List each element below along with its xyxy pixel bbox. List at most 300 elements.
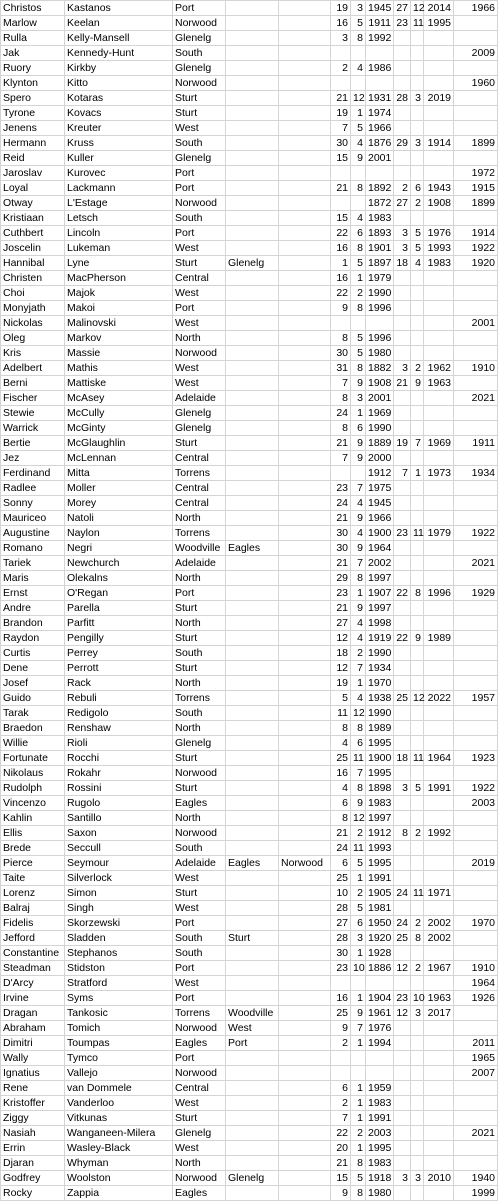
death-month-cell[interactable]	[411, 76, 424, 91]
surname-cell[interactable]: Kruss	[65, 136, 173, 151]
death-month-cell[interactable]	[411, 166, 424, 181]
death-day-cell[interactable]	[394, 541, 411, 556]
first-name-cell[interactable]: Ziggy	[1, 1111, 65, 1126]
death-month-cell[interactable]	[411, 676, 424, 691]
club-2-cell[interactable]	[226, 166, 279, 181]
birth-day-cell[interactable]: 5	[331, 691, 351, 706]
club-2-cell[interactable]	[226, 1096, 279, 1111]
club-cell[interactable]: South	[173, 841, 226, 856]
club-2-cell[interactable]	[226, 766, 279, 781]
surname-cell[interactable]: Kuller	[65, 151, 173, 166]
birth-day-cell[interactable]: 16	[331, 991, 351, 1006]
death-day-cell[interactable]	[394, 901, 411, 916]
death-year-cell[interactable]: 1908	[424, 196, 454, 211]
year-cell[interactable]	[454, 946, 498, 961]
year-cell[interactable]	[454, 286, 498, 301]
death-day-cell[interactable]	[394, 1126, 411, 1141]
birth-month-cell[interactable]: 7	[351, 766, 366, 781]
birth-year-cell[interactable]	[366, 1066, 394, 1081]
birth-month-cell[interactable]: 12	[351, 811, 366, 826]
club-3-cell[interactable]	[279, 1, 331, 16]
death-day-cell[interactable]: 24	[394, 916, 411, 931]
club-cell[interactable]: Glenelg	[173, 61, 226, 76]
birth-year-cell[interactable]: 1997	[366, 811, 394, 826]
birth-month-cell[interactable]: 3	[351, 931, 366, 946]
club-3-cell[interactable]	[279, 496, 331, 511]
club-cell[interactable]: Woodville	[173, 541, 226, 556]
club-2-cell[interactable]	[226, 196, 279, 211]
surname-cell[interactable]: Newchurch	[65, 556, 173, 571]
death-year-cell[interactable]	[424, 1096, 454, 1111]
first-name-cell[interactable]: Errin	[1, 1141, 65, 1156]
club-3-cell[interactable]	[279, 721, 331, 736]
death-month-cell[interactable]	[411, 841, 424, 856]
club-3-cell[interactable]	[279, 151, 331, 166]
death-day-cell[interactable]	[394, 76, 411, 91]
surname-cell[interactable]: Seymour	[65, 856, 173, 871]
death-day-cell[interactable]	[394, 301, 411, 316]
year-cell[interactable]	[454, 376, 498, 391]
birth-month-cell[interactable]	[351, 976, 366, 991]
birth-day-cell[interactable]: 9	[331, 1021, 351, 1036]
club-2-cell[interactable]	[226, 76, 279, 91]
club-2-cell[interactable]	[226, 481, 279, 496]
birth-month-cell[interactable]: 1	[351, 1111, 366, 1126]
first-name-cell[interactable]: Adelbert	[1, 361, 65, 376]
death-year-cell[interactable]	[424, 391, 454, 406]
death-year-cell[interactable]: 1991	[424, 781, 454, 796]
club-cell[interactable]: Port	[173, 991, 226, 1006]
first-name-cell[interactable]: Jefford	[1, 931, 65, 946]
surname-cell[interactable]: Skorzewski	[65, 916, 173, 931]
club-2-cell[interactable]	[226, 316, 279, 331]
club-3-cell[interactable]	[279, 1171, 331, 1186]
death-year-cell[interactable]	[424, 451, 454, 466]
club-2-cell[interactable]	[226, 871, 279, 886]
club-2-cell[interactable]	[226, 1051, 279, 1066]
surname-cell[interactable]: Keelan	[65, 16, 173, 31]
first-name-cell[interactable]: Dragan	[1, 1006, 65, 1021]
death-day-cell[interactable]	[394, 856, 411, 871]
first-name-cell[interactable]: Radlee	[1, 481, 65, 496]
year-cell[interactable]	[454, 31, 498, 46]
club-cell[interactable]: West	[173, 286, 226, 301]
surname-cell[interactable]: Rocchi	[65, 751, 173, 766]
club-cell[interactable]: Port	[173, 586, 226, 601]
surname-cell[interactable]: O'Regan	[65, 586, 173, 601]
death-day-cell[interactable]: 28	[394, 91, 411, 106]
birth-day-cell[interactable]: 7	[331, 1111, 351, 1126]
birth-month-cell[interactable]: 1	[351, 271, 366, 286]
death-year-cell[interactable]: 1979	[424, 526, 454, 541]
surname-cell[interactable]: Woolston	[65, 1171, 173, 1186]
club-cell[interactable]: Norwood	[173, 1171, 226, 1186]
surname-cell[interactable]: Rack	[65, 676, 173, 691]
death-month-cell[interactable]: 7	[411, 436, 424, 451]
death-day-cell[interactable]	[394, 1081, 411, 1096]
surname-cell[interactable]: Olekalns	[65, 571, 173, 586]
birth-year-cell[interactable]: 1990	[366, 646, 394, 661]
death-day-cell[interactable]	[394, 1141, 411, 1156]
death-month-cell[interactable]: 6	[411, 181, 424, 196]
death-year-cell[interactable]	[424, 166, 454, 181]
club-3-cell[interactable]	[279, 766, 331, 781]
birth-day-cell[interactable]: 12	[331, 631, 351, 646]
surname-cell[interactable]: Natoli	[65, 511, 173, 526]
death-year-cell[interactable]	[424, 481, 454, 496]
death-day-cell[interactable]	[394, 511, 411, 526]
club-cell[interactable]: Sturt	[173, 601, 226, 616]
birth-month-cell[interactable]: 1	[351, 106, 366, 121]
year-cell[interactable]	[454, 616, 498, 631]
club-2-cell[interactable]	[226, 991, 279, 1006]
death-day-cell[interactable]	[394, 706, 411, 721]
death-day-cell[interactable]	[394, 1051, 411, 1066]
surname-cell[interactable]: Kirkby	[65, 61, 173, 76]
first-name-cell[interactable]: Otway	[1, 196, 65, 211]
birth-month-cell[interactable]: 2	[351, 1126, 366, 1141]
club-cell[interactable]: Central	[173, 1081, 226, 1096]
death-day-cell[interactable]	[394, 601, 411, 616]
club-3-cell[interactable]	[279, 286, 331, 301]
birth-day-cell[interactable]: 22	[331, 1126, 351, 1141]
birth-year-cell[interactable]: 1959	[366, 1081, 394, 1096]
club-3-cell[interactable]	[279, 1066, 331, 1081]
first-name-cell[interactable]: Ruory	[1, 61, 65, 76]
birth-year-cell[interactable]: 1991	[366, 871, 394, 886]
surname-cell[interactable]: Vitkunas	[65, 1111, 173, 1126]
club-3-cell[interactable]	[279, 16, 331, 31]
surname-cell[interactable]: Vallejo	[65, 1066, 173, 1081]
club-3-cell[interactable]	[279, 391, 331, 406]
club-3-cell[interactable]	[279, 991, 331, 1006]
birth-month-cell[interactable]: 8	[351, 571, 366, 586]
birth-month-cell[interactable]: 1	[351, 406, 366, 421]
surname-cell[interactable]: Syms	[65, 991, 173, 1006]
year-cell[interactable]: 1926	[454, 991, 498, 1006]
death-year-cell[interactable]	[424, 661, 454, 676]
year-cell[interactable]: 1910	[454, 361, 498, 376]
death-year-cell[interactable]	[424, 211, 454, 226]
death-year-cell[interactable]	[424, 856, 454, 871]
first-name-cell[interactable]: Balraj	[1, 901, 65, 916]
first-name-cell[interactable]: Nasiah	[1, 1126, 65, 1141]
first-name-cell[interactable]: Abraham	[1, 1021, 65, 1036]
death-day-cell[interactable]: 3	[394, 226, 411, 241]
club-cell[interactable]: South	[173, 211, 226, 226]
surname-cell[interactable]: Makoi	[65, 301, 173, 316]
surname-cell[interactable]: McLennan	[65, 451, 173, 466]
year-cell[interactable]: 1915	[454, 181, 498, 196]
death-day-cell[interactable]	[394, 811, 411, 826]
birth-day-cell[interactable]	[331, 316, 351, 331]
first-name-cell[interactable]: Choi	[1, 286, 65, 301]
death-year-cell[interactable]	[424, 676, 454, 691]
club-2-cell[interactable]	[226, 946, 279, 961]
birth-month-cell[interactable]: 2	[351, 286, 366, 301]
club-3-cell[interactable]	[279, 136, 331, 151]
first-name-cell[interactable]: Kristoffer	[1, 1096, 65, 1111]
death-day-cell[interactable]	[394, 286, 411, 301]
birth-month-cell[interactable]: 1	[351, 1096, 366, 1111]
death-day-cell[interactable]	[394, 106, 411, 121]
surname-cell[interactable]: Lackmann	[65, 181, 173, 196]
birth-year-cell[interactable]	[366, 46, 394, 61]
year-cell[interactable]	[454, 16, 498, 31]
birth-year-cell[interactable]: 1919	[366, 631, 394, 646]
first-name-cell[interactable]: Christos	[1, 1, 65, 16]
birth-day-cell[interactable]: 22	[331, 226, 351, 241]
club-2-cell[interactable]	[226, 556, 279, 571]
death-month-cell[interactable]: 3	[411, 91, 424, 106]
birth-month-cell[interactable]: 10	[351, 961, 366, 976]
birth-year-cell[interactable]: 1990	[366, 421, 394, 436]
club-3-cell[interactable]	[279, 76, 331, 91]
death-month-cell[interactable]	[411, 211, 424, 226]
birth-month-cell[interactable]: 4	[351, 211, 366, 226]
death-year-cell[interactable]	[424, 1156, 454, 1171]
surname-cell[interactable]: Kennedy-Hunt	[65, 46, 173, 61]
death-month-cell[interactable]	[411, 1051, 424, 1066]
first-name-cell[interactable]: Cuthbert	[1, 226, 65, 241]
club-cell[interactable]: Sturt	[173, 436, 226, 451]
birth-day-cell[interactable]: 16	[331, 241, 351, 256]
death-year-cell[interactable]: 2002	[424, 916, 454, 931]
death-year-cell[interactable]	[424, 271, 454, 286]
death-month-cell[interactable]	[411, 511, 424, 526]
birth-month-cell[interactable]: 1	[351, 871, 366, 886]
club-3-cell[interactable]	[279, 316, 331, 331]
death-month-cell[interactable]: 11	[411, 751, 424, 766]
birth-month-cell[interactable]	[351, 316, 366, 331]
death-month-cell[interactable]: 12	[411, 691, 424, 706]
club-2-cell[interactable]	[226, 1141, 279, 1156]
club-cell[interactable]: Eagles	[173, 1186, 226, 1201]
death-year-cell[interactable]: 2017	[424, 1006, 454, 1021]
death-year-cell[interactable]: 1962	[424, 361, 454, 376]
surname-cell[interactable]: Stephanos	[65, 946, 173, 961]
first-name-cell[interactable]: Hannibal	[1, 256, 65, 271]
club-2-cell[interactable]	[226, 1111, 279, 1126]
birth-year-cell[interactable]: 2001	[366, 391, 394, 406]
death-year-cell[interactable]	[424, 151, 454, 166]
birth-day-cell[interactable]: 8	[331, 331, 351, 346]
death-year-cell[interactable]	[424, 61, 454, 76]
club-cell[interactable]: Sturt	[173, 886, 226, 901]
year-cell[interactable]: 1964	[454, 976, 498, 991]
death-day-cell[interactable]	[394, 496, 411, 511]
birth-year-cell[interactable]: 1976	[366, 1021, 394, 1036]
death-month-cell[interactable]: 4	[411, 256, 424, 271]
death-day-cell[interactable]	[394, 1111, 411, 1126]
first-name-cell[interactable]: Irvine	[1, 991, 65, 1006]
club-3-cell[interactable]	[279, 931, 331, 946]
club-2-cell[interactable]	[226, 1126, 279, 1141]
birth-year-cell[interactable]: 1970	[366, 676, 394, 691]
death-day-cell[interactable]	[394, 211, 411, 226]
club-cell[interactable]: Central	[173, 481, 226, 496]
death-day-cell[interactable]	[394, 556, 411, 571]
club-2-cell[interactable]	[226, 811, 279, 826]
death-day-cell[interactable]	[394, 391, 411, 406]
birth-year-cell[interactable]: 1983	[366, 1096, 394, 1111]
death-month-cell[interactable]	[411, 946, 424, 961]
club-cell[interactable]: Sturt	[173, 91, 226, 106]
surname-cell[interactable]: Negri	[65, 541, 173, 556]
first-name-cell[interactable]: Guido	[1, 691, 65, 706]
birth-year-cell[interactable]: 1995	[366, 766, 394, 781]
year-cell[interactable]	[454, 1096, 498, 1111]
year-cell[interactable]	[454, 721, 498, 736]
birth-day-cell[interactable]: 21	[331, 826, 351, 841]
year-cell[interactable]	[454, 121, 498, 136]
death-day-cell[interactable]	[394, 271, 411, 286]
death-month-cell[interactable]	[411, 106, 424, 121]
surname-cell[interactable]: Vanderloo	[65, 1096, 173, 1111]
birth-day-cell[interactable]: 19	[331, 676, 351, 691]
club-cell[interactable]: Norwood	[173, 76, 226, 91]
club-cell[interactable]: North	[173, 676, 226, 691]
year-cell[interactable]: 2009	[454, 46, 498, 61]
club-2-cell[interactable]	[226, 511, 279, 526]
birth-day-cell[interactable]: 4	[331, 781, 351, 796]
death-day-cell[interactable]: 12	[394, 1006, 411, 1021]
surname-cell[interactable]: Naylon	[65, 526, 173, 541]
year-cell[interactable]: 2003	[454, 796, 498, 811]
birth-month-cell[interactable]: 9	[351, 511, 366, 526]
birth-day-cell[interactable]: 25	[331, 751, 351, 766]
club-3-cell[interactable]	[279, 706, 331, 721]
club-3-cell[interactable]	[279, 331, 331, 346]
birth-day-cell[interactable]: 18	[331, 646, 351, 661]
birth-month-cell[interactable]: 1	[351, 946, 366, 961]
death-month-cell[interactable]	[411, 901, 424, 916]
death-day-cell[interactable]	[394, 481, 411, 496]
birth-year-cell[interactable]: 2003	[366, 1126, 394, 1141]
birth-day-cell[interactable]: 1	[331, 256, 351, 271]
year-cell[interactable]	[454, 1021, 498, 1036]
club-3-cell[interactable]	[279, 256, 331, 271]
club-2-cell[interactable]	[226, 646, 279, 661]
first-name-cell[interactable]: Spero	[1, 91, 65, 106]
first-name-cell[interactable]: Djaran	[1, 1156, 65, 1171]
death-day-cell[interactable]	[394, 1036, 411, 1051]
birth-year-cell[interactable]: 1900	[366, 526, 394, 541]
club-cell[interactable]: Adelaide	[173, 856, 226, 871]
year-cell[interactable]	[454, 1006, 498, 1021]
death-year-cell[interactable]	[424, 421, 454, 436]
year-cell[interactable]	[454, 1111, 498, 1126]
club-3-cell[interactable]	[279, 556, 331, 571]
first-name-cell[interactable]: Romano	[1, 541, 65, 556]
death-month-cell[interactable]	[411, 46, 424, 61]
club-cell[interactable]: North	[173, 811, 226, 826]
birth-year-cell[interactable]: 1920	[366, 931, 394, 946]
club-cell[interactable]: Torrens	[173, 526, 226, 541]
death-year-cell[interactable]	[424, 646, 454, 661]
first-name-cell[interactable]: Jaroslav	[1, 166, 65, 181]
birth-month-cell[interactable]: 5	[351, 16, 366, 31]
club-3-cell[interactable]	[279, 211, 331, 226]
birth-month-cell[interactable]	[351, 1066, 366, 1081]
death-day-cell[interactable]: 23	[394, 16, 411, 31]
death-year-cell[interactable]	[424, 811, 454, 826]
year-cell[interactable]: 1899	[454, 136, 498, 151]
death-year-cell[interactable]	[424, 46, 454, 61]
year-cell[interactable]: 2021	[454, 1126, 498, 1141]
first-name-cell[interactable]: Monyjath	[1, 301, 65, 316]
birth-month-cell[interactable]: 9	[351, 451, 366, 466]
birth-year-cell[interactable]: 1876	[366, 136, 394, 151]
club-2-cell[interactable]	[226, 121, 279, 136]
first-name-cell[interactable]: Marlow	[1, 16, 65, 31]
birth-month-cell[interactable]: 8	[351, 1156, 366, 1171]
club-cell[interactable]: Central	[173, 496, 226, 511]
birth-year-cell[interactable]: 1975	[366, 481, 394, 496]
death-year-cell[interactable]: 1983	[424, 256, 454, 271]
death-day-cell[interactable]	[394, 46, 411, 61]
club-2-cell[interactable]	[226, 631, 279, 646]
birth-year-cell[interactable]: 1945	[366, 496, 394, 511]
birth-month-cell[interactable]: 2	[351, 646, 366, 661]
club-3-cell[interactable]	[279, 1036, 331, 1051]
death-year-cell[interactable]	[424, 946, 454, 961]
club-2-cell[interactable]: West	[226, 1021, 279, 1036]
club-cell[interactable]: West	[173, 316, 226, 331]
death-month-cell[interactable]	[411, 121, 424, 136]
death-day-cell[interactable]	[394, 841, 411, 856]
birth-day-cell[interactable]: 22	[331, 286, 351, 301]
birth-day-cell[interactable]: 28	[331, 931, 351, 946]
death-month-cell[interactable]: 10	[411, 991, 424, 1006]
birth-day-cell[interactable]: 30	[331, 946, 351, 961]
club-2-cell[interactable]	[226, 916, 279, 931]
club-3-cell[interactable]	[279, 1126, 331, 1141]
birth-month-cell[interactable]: 12	[351, 91, 366, 106]
death-day-cell[interactable]	[394, 121, 411, 136]
club-2-cell[interactable]	[226, 436, 279, 451]
club-3-cell[interactable]	[279, 1111, 331, 1126]
death-day-cell[interactable]	[394, 661, 411, 676]
death-month-cell[interactable]: 2	[411, 196, 424, 211]
birth-month-cell[interactable]: 11	[351, 841, 366, 856]
death-month-cell[interactable]: 3	[411, 1006, 424, 1021]
birth-day-cell[interactable]: 21	[331, 181, 351, 196]
surname-cell[interactable]: McGinty	[65, 421, 173, 436]
death-year-cell[interactable]	[424, 1126, 454, 1141]
club-2-cell[interactable]	[226, 211, 279, 226]
club-3-cell[interactable]	[279, 691, 331, 706]
year-cell[interactable]: 1929	[454, 586, 498, 601]
surname-cell[interactable]: Santillo	[65, 811, 173, 826]
club-2-cell[interactable]: Eagles	[226, 541, 279, 556]
birth-day-cell[interactable]: 2	[331, 61, 351, 76]
birth-month-cell[interactable]: 8	[351, 361, 366, 376]
club-2-cell[interactable]	[226, 151, 279, 166]
first-name-cell[interactable]: Klynton	[1, 76, 65, 91]
club-2-cell[interactable]	[226, 796, 279, 811]
death-day-cell[interactable]	[394, 421, 411, 436]
club-3-cell[interactable]	[279, 361, 331, 376]
year-cell[interactable]	[454, 91, 498, 106]
death-day-cell[interactable]	[394, 166, 411, 181]
death-year-cell[interactable]	[424, 721, 454, 736]
club-2-cell[interactable]	[226, 976, 279, 991]
death-year-cell[interactable]	[424, 121, 454, 136]
surname-cell[interactable]: Pengilly	[65, 631, 173, 646]
year-cell[interactable]	[454, 1141, 498, 1156]
death-day-cell[interactable]	[394, 946, 411, 961]
